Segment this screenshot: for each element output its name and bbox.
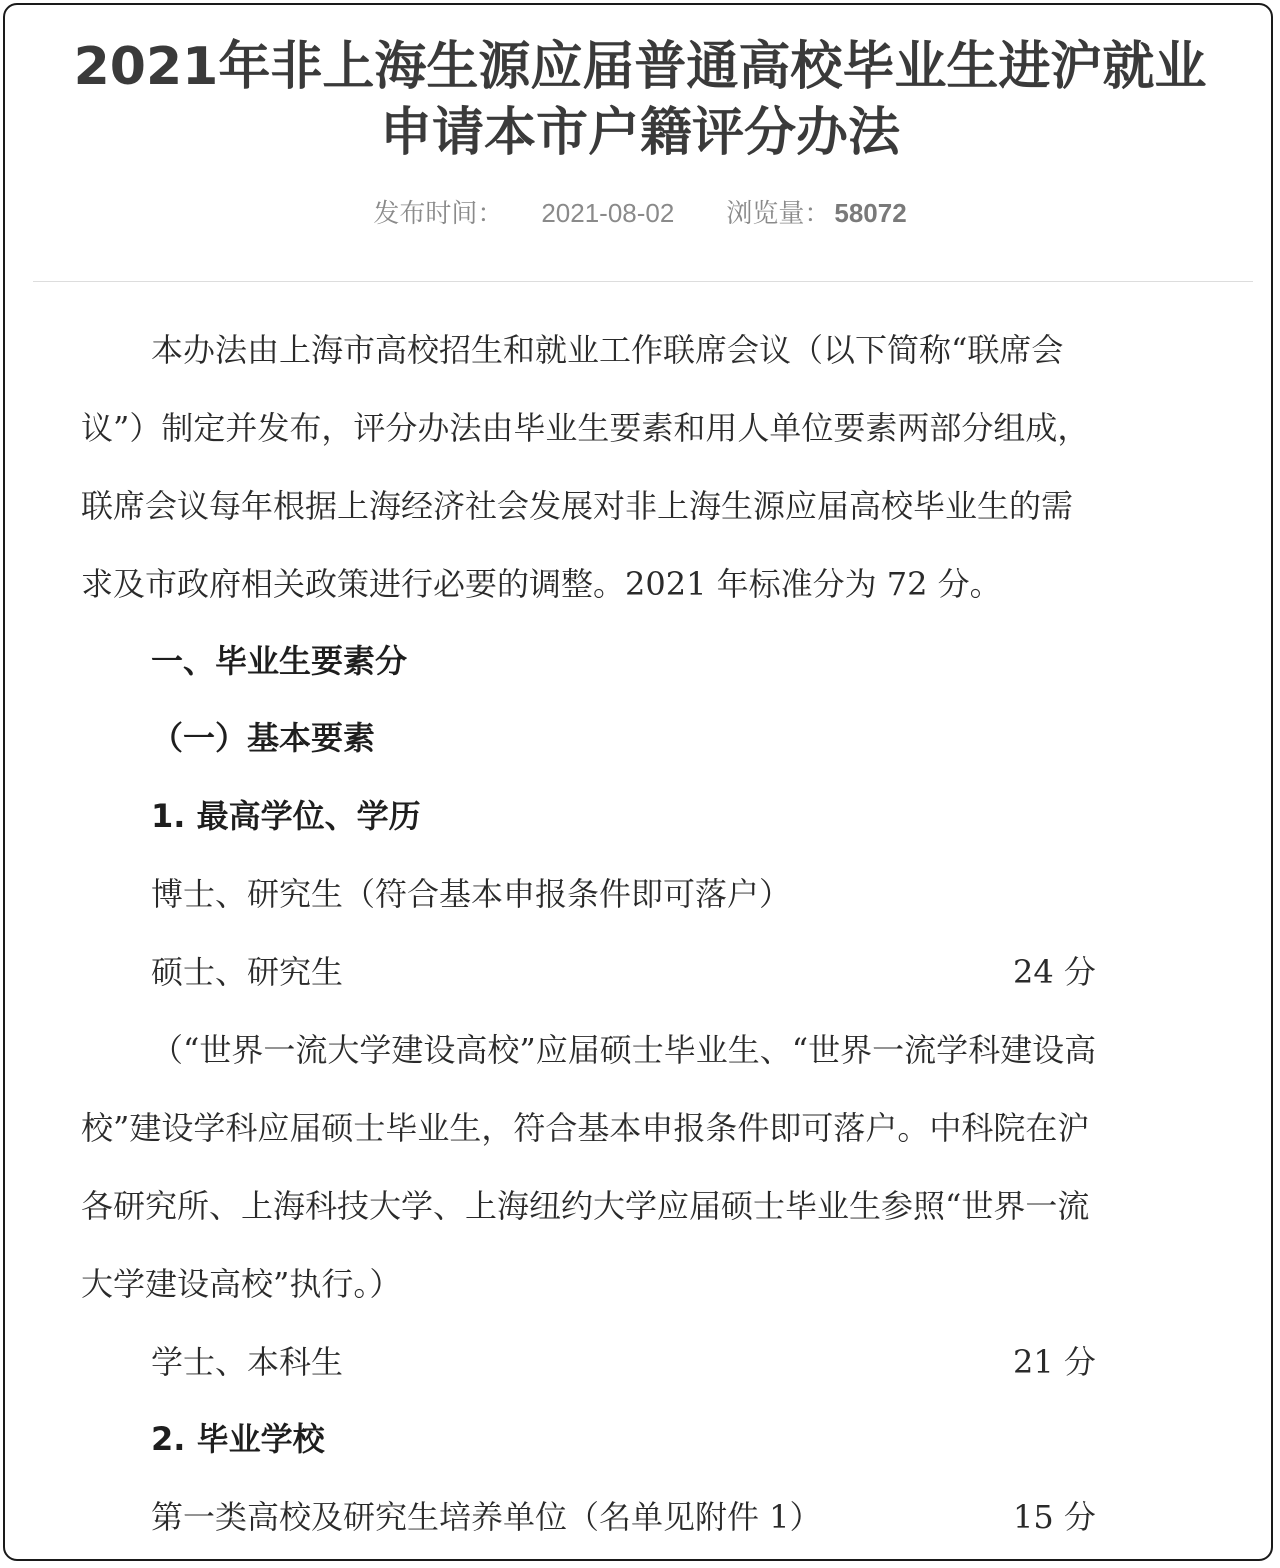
intro-line-4: 求及市政府相关政策进行必要的调整。2021 年标准分为 72 分。	[81, 565, 1002, 603]
section-heading-graduate-factors: 一、毕业生要素分	[151, 642, 408, 680]
master-note-line-2: 校”建设学科应届硕士毕业生，符合基本申报条件即可落户。中科院在沪	[81, 1109, 1090, 1147]
page-title-line-2: 申请本市户籍评分办法	[379, 103, 900, 163]
degree-master: 硕士、研究生	[151, 953, 344, 991]
views-count: 58072	[834, 198, 907, 228]
master-note-line-3: 各研究所、上海科技大学、上海纽约大学应届硕士毕业生参照“世界一流	[81, 1187, 1090, 1225]
views-label: 浏览量：	[726, 198, 831, 228]
intro-line-3: 联席会议每年根据上海经济社会发展对非上海生源应届高校毕业生的需	[81, 487, 1074, 525]
intro-line-1: 本办法由上海市高校招生和就业工作联席会议（以下简称“联席会	[151, 331, 1064, 369]
master-note-line-1: （“世界一流大学建设高校”应届硕士毕业生、“世界一流学科建设高	[151, 1031, 1097, 1069]
document-frame	[3, 3, 1273, 1561]
school-tier-1-score: 15 分	[1013, 1498, 1096, 1536]
degree-bachelor-score: 21 分	[1013, 1343, 1096, 1381]
intro-line-2: 议”）制定并发布，评分办法由毕业生要素和用人单位要素两部分组成，	[81, 409, 1090, 447]
school-tier-1: 第一类高校及研究生培养单位（名单见附件 1）	[151, 1498, 822, 1536]
item-heading-degree: 1. 最高学位、学历	[151, 797, 421, 835]
publish-date: 2021-08-02	[541, 198, 675, 228]
article-meta	[5, 195, 1273, 231]
degree-master-score: 24 分	[1013, 953, 1096, 991]
degree-bachelor: 学士、本科生	[151, 1343, 344, 1381]
item-heading-school: 2. 毕业学校	[151, 1420, 325, 1458]
page-title-line-1: 2021年非上海生源应届普通高校毕业生进沪就业	[73, 37, 1207, 97]
header-divider	[33, 281, 1253, 282]
publish-time-label: 发布时间：	[373, 198, 504, 228]
master-note-line-4: 大学建设高校”执行。）	[81, 1265, 402, 1303]
subsection-heading-basic-factors: （一）基本要素	[151, 719, 376, 757]
degree-phd: 博士、研究生（符合基本申报条件即可落户）	[151, 875, 792, 913]
